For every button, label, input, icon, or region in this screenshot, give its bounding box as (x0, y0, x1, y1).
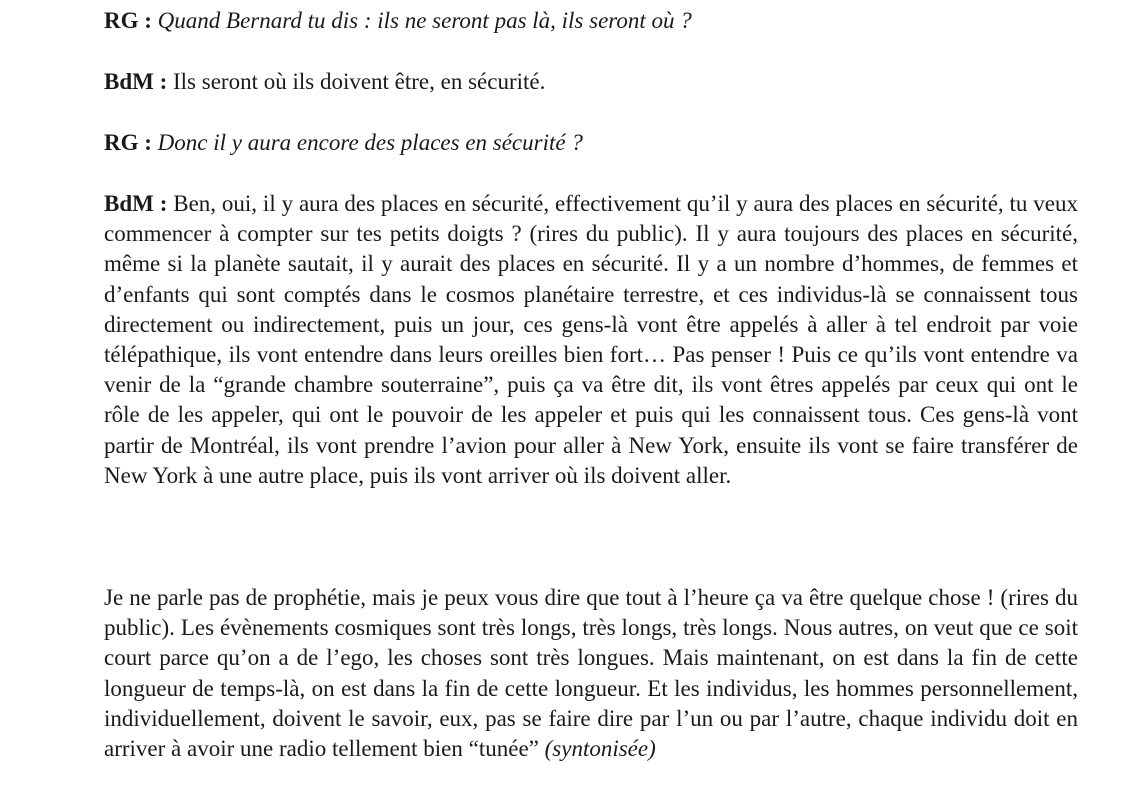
dialogue-question-2 (104, 128, 1078, 158)
speaker-label: RG : (104, 8, 152, 33)
translation-note: (syntonisée) (544, 736, 656, 762)
dialogue-answer-2 (104, 189, 1078, 491)
question-text: Quand Bernard tu dis : ils ne seront pas là, ils seront où ? (157, 8, 692, 33)
answer-text: Ben, oui, il y aura des places en sécurité, effectivement qu’il y aura des places en sécurité, tu veux commencer à compter sur tes petits doigts ? (rires du public). Il y aura toujours des places en sécurité, même si la planète sautait, il y aurait des places en sécurité. Il y a un nombre d’hommes, de femmes et d’enfants qui sont comptés dans le cosmos planétaire terrestre, et ces individus-là se connaissent tous directement ou indirectement, puis un jour, ces gens-là vont être appelés à aller à tel endroit par voie télépathique, ils vont entendre dans leurs oreilles bien fort… Pas penser ! Puis ce qu’ils vont entendre va venir de la “grande chambre souterraine”, puis ça va être dit, ils vont êtres appelés par ceux qui ont le rôle de les appeler, qui ont le pouvoir de les appeler et puis qui les connaissent tous. Ces gens-là vont partir de Montréal, ils vont prendre l’avion pour aller à New York, ensuite ils vont se faire transférer de New York à une autre place, puis ils vont arriver où ils doivent aller. (104, 191, 1079, 488)
dialogue-answer-1 (104, 67, 1078, 97)
speaker-label: RG : (104, 130, 152, 155)
speaker-label: BdM : (104, 69, 168, 94)
body-paragraph (104, 583, 1078, 764)
paragraph-text: Je ne parle pas de prophétie, mais je peux vous dire que tout à l’heure ça va être quelque chose ! (rires du public). Les évènements cosmiques sont très longs, très longs, très longs. Nous autres, on veut que ce soit court parce qu’on a de l’ego, les choses sont très longues. Mais maintenant, on est dans la fin de cette longueur de temps-là, on est dans la fin de cette longueur. Et les individus, les hommes personnellement, individuellement, doivent le savoir, eux, pas se faire dire par l’un ou par l’autre, chaque individu doit en arriver à avoir une radio tellement bien “tunée” (104, 585, 1078, 762)
question-text: Donc il y aura encore des places en sécurité ? (157, 130, 583, 155)
speaker-label: BdM : (104, 191, 168, 216)
dialogue-question-1 (104, 6, 1078, 36)
answer-text: Ils seront où ils doivent être, en sécurité. (173, 69, 546, 94)
